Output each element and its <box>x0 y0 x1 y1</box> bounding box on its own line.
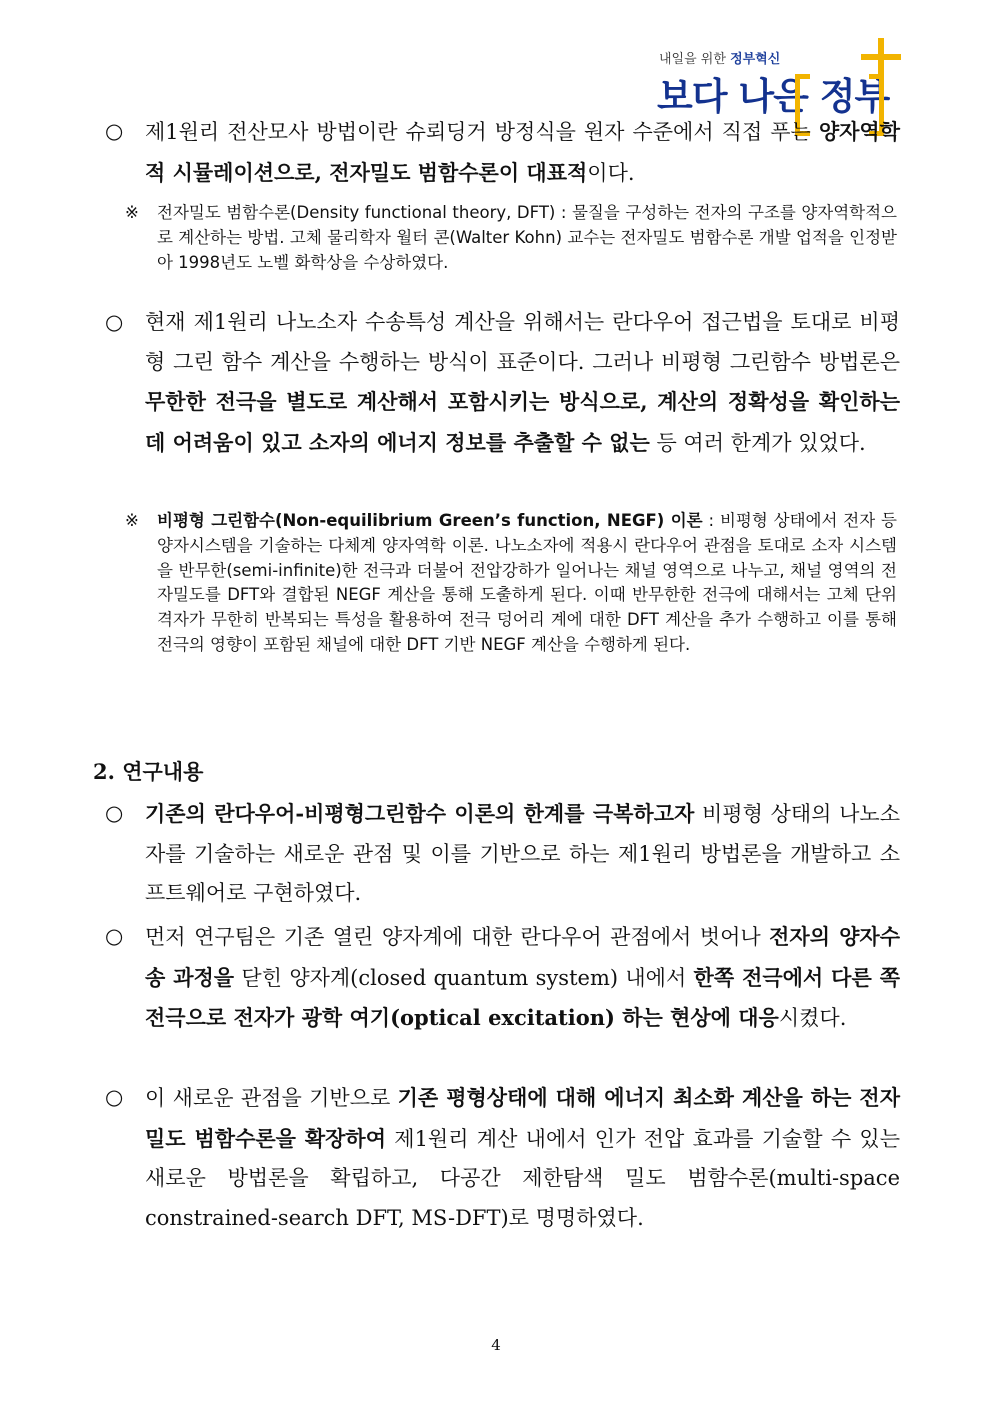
p5-bold-1: 기존 평형상태에 대해 에너지 최소화 계산을 하는 전자밀도 범함수론을 확장하여 <box>145 1085 900 1151</box>
p4-bold-1: 전자의 양자수송 과정을 <box>145 924 900 990</box>
paragraph-3 <box>105 794 900 914</box>
circle-bullet: ○ <box>105 924 124 948</box>
section-heading: 2. 연구내용 <box>93 759 204 784</box>
p4-bold-2: 한쪽 전극에서 다른 쪽 전극으로 전자가 광학 여기(optical excitation) 하는 현상에 대응 <box>145 964 900 1030</box>
paragraph-4 <box>105 917 900 1039</box>
paragraph-2-body <box>145 303 900 463</box>
circle-bullet: ○ <box>105 1085 124 1109</box>
page-number: 4 <box>491 1336 501 1354</box>
p1-text-2: 이다. <box>587 160 635 185</box>
note-dft-body: 전자밀도 범함수론(Density functional theory, DFT) : 물질을 구성하는 전자의 구조를 양자역학적으로 계산하는 방법. 고체 물리학자 월터 콘(Walter Kohn) 교수는 전자밀도 범함수론 개발 업적을 인정받아 1998년도 노벨 화학상을 수상하였다. <box>157 203 897 272</box>
paragraph-5 <box>105 1078 900 1238</box>
p3-bold-1: 기존의 란다우어-비평형그린함수 이론의 한계를 극복하고자 <box>145 801 695 826</box>
paragraph-5-body <box>145 1078 900 1238</box>
p4-text-3: 시켰다. <box>778 1006 847 1030</box>
note-mark: ※ <box>125 203 139 222</box>
p4-text-2: 닫힌 양자계(closed quantum system) 내에서 <box>234 965 694 990</box>
logo-tagline-strong: 정부혁신 <box>730 52 781 67</box>
p5-text-1: 이 새로운 관점을 기반으로 <box>145 1086 398 1110</box>
circle-bullet: ○ <box>105 119 124 143</box>
circle-bullet: ○ <box>105 801 124 825</box>
logo-main-left: 보다 나은 <box>657 75 820 118</box>
logo-plus-bar <box>861 54 901 60</box>
note2-text: : 비평형 상태에서 전자 등 양자시스템을 기술하는 다체계 양자역학 이론. 나노소자에 적용시 란다우어 관점을 토대로 소자 시스템을 반무한(semi-infinite)한 전극과 더불어 전압강하가 일어나는 채널 영역으로 나누고, 채널 영역의 전자밀도를 DFT와 결합된 NEGF 계산을 통해 도출하게 된다. 이때 반무한한 전극에 대해서는 고체 단위격자가 무한히 반복되는 특성을 활용하여 전극 덩어리 계에 대한 DFT 계산을 추가 수행하고 이를 통해 전극의 영향이 포함된 채널에 대한 DFT 기반 NEGF 계산을 수행하게 된다. <box>157 511 897 654</box>
note-mark: ※ <box>125 511 139 530</box>
p5-text-2: 제1원리 계산 내에서 인가 전압 효과를 기술할 수 있는 새로운 방법론을 확립하고, 다공간 제한탐색 밀도 범함수론(multi-space constrained-search DFT, MS-DFT)로 명명하였다. <box>145 1126 900 1230</box>
note2-bold: 비평형 그린함수(Non-equilibrium Green’s function, NEGF) 이론 <box>157 511 703 530</box>
government-innovation-logo <box>655 38 905 120</box>
paragraph-2 <box>105 303 900 463</box>
note-negf-body <box>157 509 897 658</box>
paragraph-1-body <box>145 112 900 193</box>
logo-gov-text: 정부 <box>819 75 890 118</box>
p4-text-1: 먼저 연구팀은 기존 열린 양자계에 대한 란다우어 관점에서 벗어나 <box>145 925 770 949</box>
logo-tagline <box>659 48 780 67</box>
p2-bold-1: 무한한 전극을 별도로 계산해서 포함시키는 방식으로, 계산의 정확성을 확인하는데 어려움이 있고 소자의 에너지 정보를 추출할 수 없는 <box>145 389 900 455</box>
paragraph-3-body <box>145 794 900 914</box>
p2-text-2: 등 여러 한계가 있었다. <box>649 430 866 455</box>
paragraph-1 <box>105 112 900 193</box>
logo-tagline-prefix: 내일을 위한 <box>659 52 731 67</box>
paragraph-4-body <box>145 917 900 1039</box>
p1-bold-1: 양자역학적 시뮬레이션으로, 전자밀도 범함수론이 대표적 <box>145 119 900 185</box>
note-negf <box>125 509 897 658</box>
p2-text-1: 현재 제1원리 나노소자 수송특성 계산을 위해서는 란다우어 접근법을 토대로 비평형 그린 함수 계산을 수행하는 방식이 표준이다. 그러나 비평형 그린함수 방법론은 <box>145 310 900 374</box>
circle-bullet: ○ <box>105 310 124 334</box>
p3-text-1: 비평형 상태의 나노소자를 기술하는 새로운 관점 및 이를 기반으로 하는 제1원리 방법론을 개발하고 소프트웨어로 구현하였다. <box>145 802 901 905</box>
note-dft <box>125 201 897 275</box>
p1-text-1: 제1원리 전산모사 방법이란 슈뢰딩거 방정식을 원자 수준에서 직접 푸는 <box>145 120 819 144</box>
